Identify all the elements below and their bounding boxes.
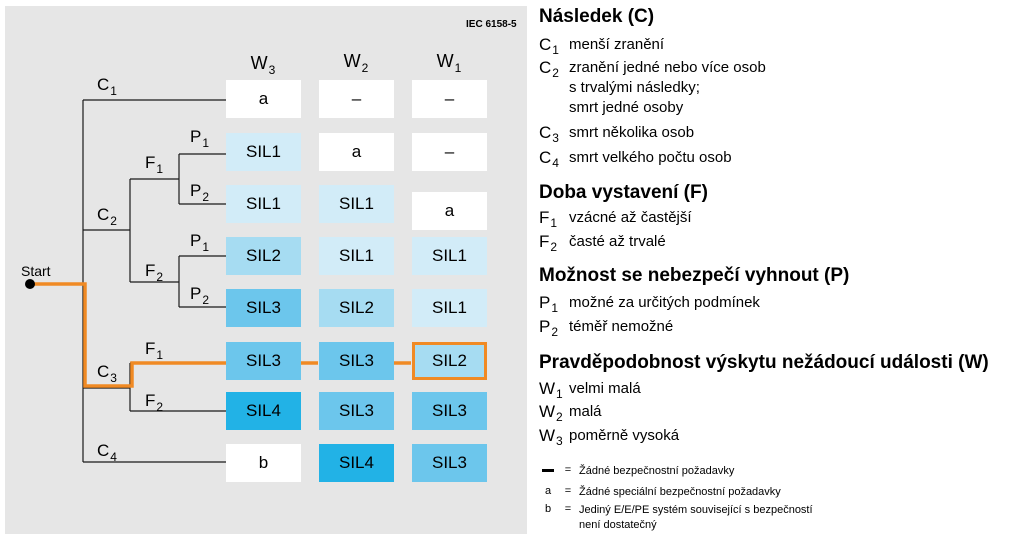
branch-label-p2: $P_2$ [190, 181, 210, 204]
start-label: Start [21, 263, 51, 279]
branch-label-f1: $F_1$ [145, 153, 164, 176]
sil-cell-highlighted: SIL2 [412, 342, 487, 380]
sil-cell: SIL1 [319, 185, 394, 223]
sil-cell: SIL1 [319, 237, 394, 275]
legend-item-f1: $F_1$ vzácné až častější [539, 208, 692, 230]
branch-label-c2: $C_2$ [97, 205, 117, 228]
column-header-w2: $W_2$ [343, 51, 369, 75]
sil-cell: SIL1 [412, 237, 487, 275]
branch-label-p1: $P_1$ [190, 127, 210, 150]
sil-cell: SIL2 [226, 237, 301, 275]
branch-label-f1: $F_1$ [145, 339, 164, 362]
sil-cell: SIL1 [226, 185, 301, 223]
legend-item-w3: $W_3$ poměrně vysoká [539, 426, 680, 448]
legend-item-c1: $C_1$ menší zranění [539, 35, 665, 57]
sil-cell: SIL3 [412, 444, 487, 482]
sil-cell: SIL4 [226, 392, 301, 430]
sil-cell: SIL3 [412, 392, 487, 430]
sil-cell: SIL3 [319, 392, 394, 430]
note-a: a = Žádné speciální bezpečnostní požadavky [544, 485, 781, 498]
sil-cell: a [319, 133, 394, 171]
risk-graph-panel [5, 6, 527, 534]
start-node [25, 279, 35, 289]
branch-label-c1: $C_1$ [97, 75, 117, 98]
column-header-w1: $W_1$ [436, 51, 462, 75]
legend-title-exposure: Doba vystavení (F) [539, 182, 708, 203]
sil-cell: – [412, 80, 487, 118]
legend-item-c2: $C_2$ zranění jedné nebo více osob s trvalými následky; smrt jedné osoby [539, 58, 766, 116]
column-header-w3: $W_3$ [250, 53, 276, 77]
legend-item-p1: $P_1$ možné za určitých podmínek [539, 293, 760, 315]
branch-label-p1: $P_1$ [190, 231, 210, 254]
sil-cell: SIL2 [319, 289, 394, 327]
legend-title-probability: Pravděpodobnost výskytu nežádoucí události (W) [539, 352, 989, 373]
branch-label-f2: $F_2$ [145, 261, 164, 284]
sil-cell: a [412, 192, 487, 230]
legend-item-f2: $F_2$ časté až trvalé [539, 232, 666, 254]
note-dash: = Žádné bezpečnostní požadavky [539, 464, 734, 479]
sil-cell: SIL3 [226, 289, 301, 327]
note-b: b = Jediný E/E/PE systém související s bezpečností není dostatečný [544, 503, 813, 531]
branch-label-c3: $C_3$ [97, 362, 117, 385]
sil-cell: – [319, 80, 394, 118]
legend [539, 0, 1024, 539]
sil-cell: SIL3 [319, 342, 394, 380]
sil-cell: b [226, 444, 301, 482]
standard-reference: IEC 6158-5 [466, 19, 517, 30]
legend-item-c3: $C_3$ smrt několika osob [539, 123, 695, 145]
legend-item-w2: $W_2$ malá [539, 402, 602, 424]
legend-item-c4: $C_4$ smrt velkého počtu osob [539, 148, 732, 170]
sil-cell: SIL3 [226, 342, 301, 380]
legend-item-w1: $W_1$ velmi malá [539, 379, 641, 401]
branch-label-c4: $C_4$ [97, 441, 117, 464]
sil-cell: SIL1 [412, 289, 487, 327]
legend-title-consequence: Následek (C) [539, 6, 655, 27]
sil-cell: SIL4 [319, 444, 394, 482]
branch-label-p2: $P_2$ [190, 284, 210, 307]
legend-title-avoidance: Možnost se nebezpečí vyhnout (P) [539, 265, 850, 286]
sil-cell: SIL1 [226, 133, 301, 171]
sil-cell: a [226, 80, 301, 118]
sil-cell: – [412, 133, 487, 171]
dash-symbol [542, 469, 554, 472]
legend-item-p2: $P_2$ téměř nemožné [539, 317, 674, 339]
branch-label-f2: $F_2$ [145, 391, 164, 414]
